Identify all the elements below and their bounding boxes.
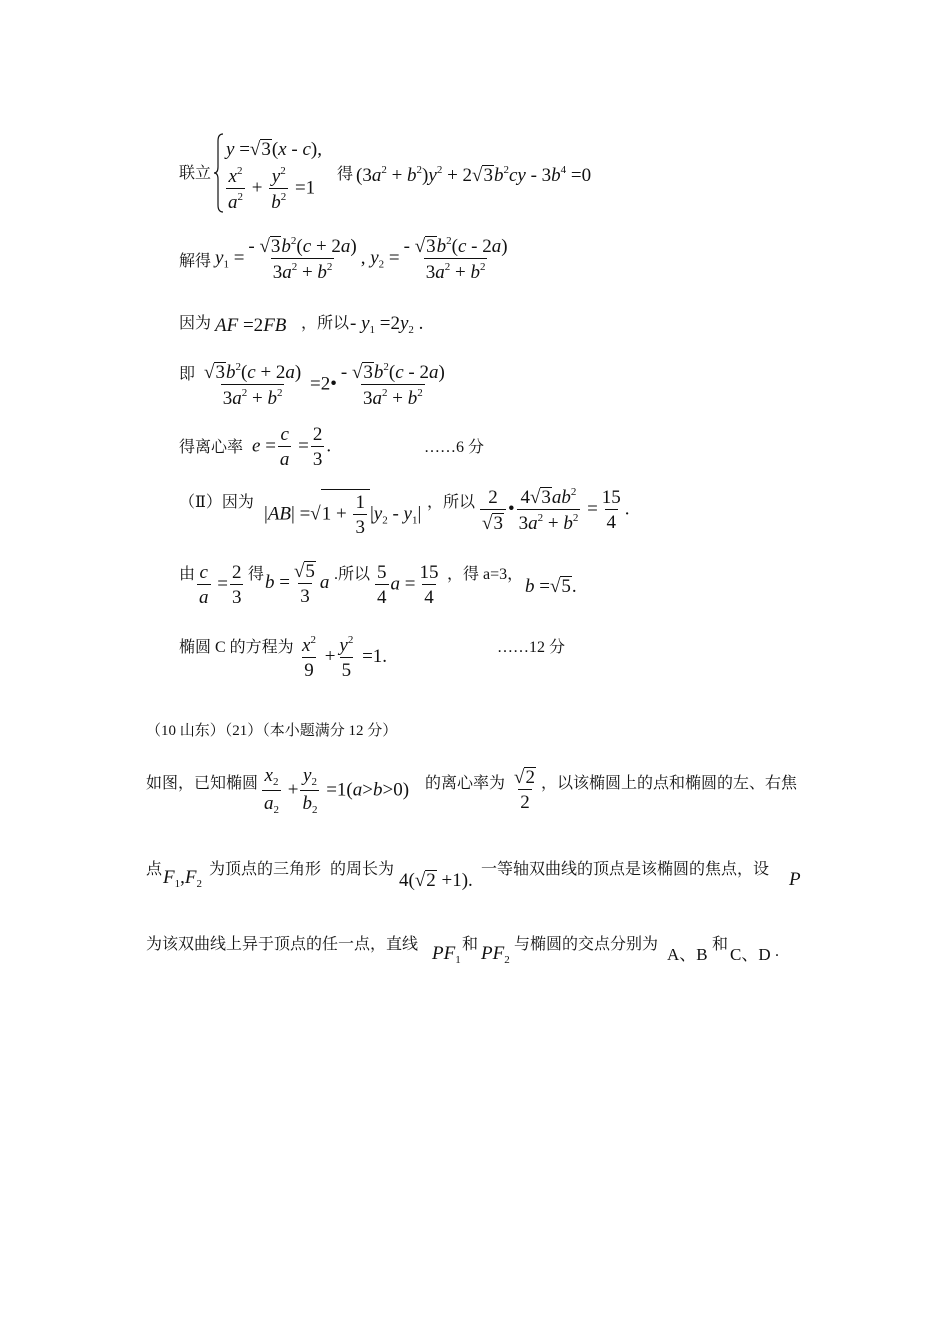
label-part2: （Ⅱ）因为 [179, 494, 254, 511]
equation-e-value: e = $\frac{c}{a}$ = $\frac{2}{3}$ . [252, 424, 332, 470]
p3-text-b: 与椭圆的交点分别为 [514, 936, 659, 953]
p3-he2: 和 [712, 936, 729, 953]
label-de2: 得 [248, 566, 265, 583]
equation-ellipse-general: $\frac{x^2}{a^2}$ + $\frac{y^2}{b^2}$ =1 [228, 165, 316, 213]
equation-ratio: $\frac{√3b^2(c + 2a)}{3a^2 + b^2}$ =2• $\frac{- √3b^2(c - 2a)}{3a^2 + b^2}$ [204, 361, 445, 409]
equation-c-over-a: $\frac{c}{a}$ = $\frac{2}{3}$ [199, 562, 242, 608]
p1-text-b: 的离心率为 [425, 775, 506, 792]
problem-header: （10 山东）（21）（本小题满分 12 分） [146, 723, 398, 739]
label-suoyi2: ，所以 [427, 494, 476, 511]
p2-text-b: 为顶点的三角形 [209, 861, 322, 878]
equation-5-4-a: $\frac{5}{4}$ a = $\frac{15}{4}$ [377, 562, 439, 608]
label-ji: 即 [179, 366, 196, 383]
equation-chord-length: |AB| =√1 + $\frac{1}{3}$ $|y_2 - y_1|$ [264, 489, 421, 537]
label-you: 由 [179, 566, 196, 583]
equation-f1-f2: $F_1,F_2$ [163, 867, 202, 890]
label-yinwei: 因为 [179, 315, 212, 332]
equation-ellipse-c: $\frac{x^2}{9}$ + $\frac{y^2}{5}$ =1. [302, 634, 388, 681]
label-ellipse-eq: 椭圆 C 的方程为 [179, 639, 294, 656]
points-cd: C、D [730, 945, 771, 964]
equation-quadratic-y: $(3a^2 + b^2)y^2 + 2√3b^2cy - 3b^4 =0$ [356, 164, 592, 186]
equation-af-2fb: AF =2FB [215, 315, 287, 336]
system-brace [214, 133, 224, 213]
equation-sqrt2-over-2: $\frac{√2}{2}$ [514, 767, 535, 813]
equation-b-in-a: b = $\frac{√5}{3}$ a [265, 561, 330, 607]
p2-text-d: 一等轴双曲线的顶点是该椭圆的焦点，设 [481, 861, 770, 878]
point-p: P [789, 869, 801, 890]
p3-text-a: 为该双曲线上异于顶点的任一点，直线 [146, 936, 419, 953]
label-a3: ，得 a=3， [447, 566, 524, 583]
label-jiede: 解得 [179, 253, 212, 270]
p1-text-c: ，以该椭圆上的点和椭圆的左、右焦 [541, 775, 798, 792]
line-pf2: $PF_2$ [481, 943, 510, 966]
p2-text-a: 点 [146, 861, 163, 878]
equation-line: y =√3(x - c), [226, 139, 322, 160]
final-period: . [775, 943, 779, 960]
label-lianli: 联立 [179, 165, 212, 182]
score-6: ……6 分 [424, 439, 485, 456]
line-pf1: $PF_1$ [432, 943, 461, 966]
equation-y1-y2: - $y_1 =2y_2$ . [350, 313, 424, 336]
label-eccentricity: 得离心率 [179, 439, 244, 456]
p1-text-a: 如图，已知椭圆 [146, 775, 259, 792]
label-suoyi: ，所以 [301, 315, 350, 332]
equation-ab-value: $\frac{2}{√3}$ • $\frac{4√3ab^2}{3a^2 + b^2}$ = $\frac{15}{4}$ . [482, 486, 630, 534]
label-de: 得 [337, 166, 354, 183]
equation-ellipse-problem: $\frac{x_2}{a_2}$ + $\frac{y_2}{b_2}$ =1(a>b>0) [264, 765, 410, 816]
equation-b-sqrt5: b =√5. [525, 576, 577, 597]
equation-roots: $y_1$ = $\frac{- √3b^2(c + 2a)}{3a^2 + b^2}$ , $y_2$ = $\frac{- √3b^2(c - 2a)}{3a^2 + b^2}$ [215, 235, 508, 283]
p3-he1: 和 [462, 936, 479, 953]
equation-perimeter: 4(√2 +1). [399, 870, 473, 891]
score-12: ……12 分 [497, 639, 566, 656]
label-suoyi3: .所以 [334, 566, 371, 583]
points-ab: A、B [667, 945, 708, 964]
p2-text-c: 的周长为 [330, 861, 395, 878]
